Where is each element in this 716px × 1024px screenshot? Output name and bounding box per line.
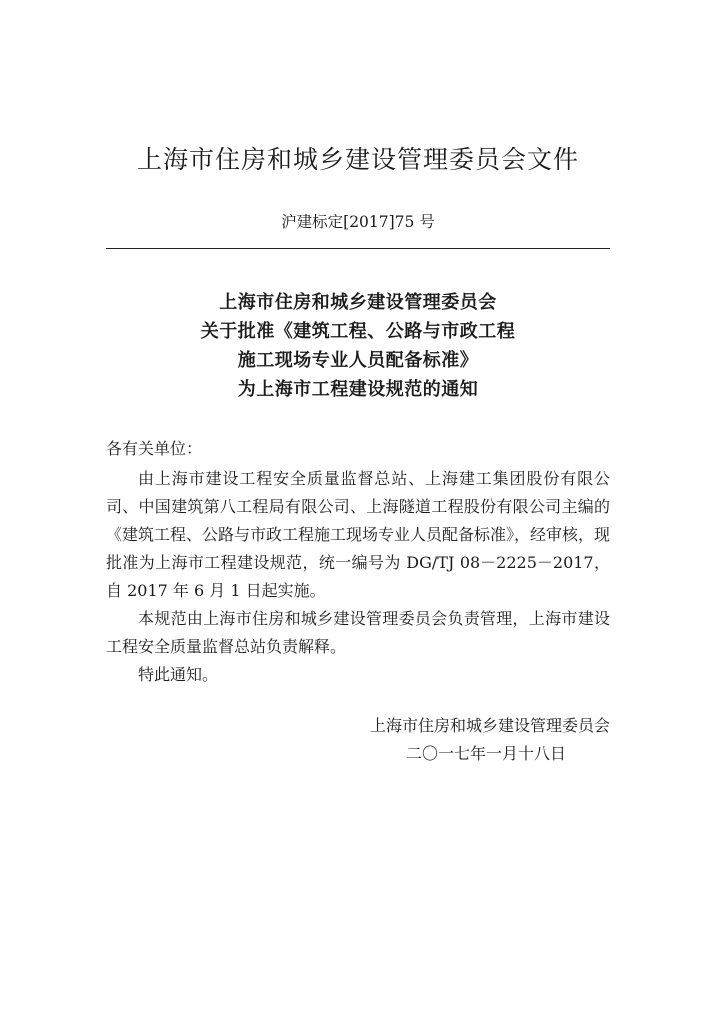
signature-date: 二〇一七年一月十八日 (405, 744, 566, 763)
body-paragraph-management: 本规范由上海市住房和城乡建设管理委员会负责管理，上海市建设工程安全质量监督总站负责解释。 (106, 609, 610, 656)
body-paragraph-approval: 由上海市建设工程安全质量监督总站、上海建工集团股份有限公司、中国建筑第八工程局有限公司、上海隧道工程股份有限公司主编的《建筑工程、公路与市政工程施工现场专业人员配备标准》，经审核，现批准为上海市工程建设规范，统一编号为 DG/TJ 08－2225－2017，自 2017 年 6 月 1 日起实施。 (106, 469, 611, 600)
header-divider (106, 248, 610, 249)
salutation: 各有关单位： (106, 439, 203, 458)
notice-title-line: 上海市住房和城乡建设管理委员会 (219, 292, 497, 313)
notice-title-line: 关于批准《建筑工程、公路与市政工程 (200, 321, 516, 342)
document-header-title: 上海市住房和城乡建设管理委员会文件 (136, 145, 579, 174)
signature-block (106, 712, 610, 768)
notice-body (106, 465, 610, 689)
notice-title (0, 288, 716, 404)
body-paragraph-closing: 特此通知。 (138, 665, 219, 684)
notice-title-line: 为上海市工程建设规范的通知 (237, 379, 479, 400)
signature-organization: 上海市住房和城乡建设管理委员会 (369, 716, 610, 735)
notice-title-line: 施工现场专业人员配备标准》 (237, 350, 479, 371)
document-number: 沪建标定[2017]75 号 (281, 213, 435, 231)
